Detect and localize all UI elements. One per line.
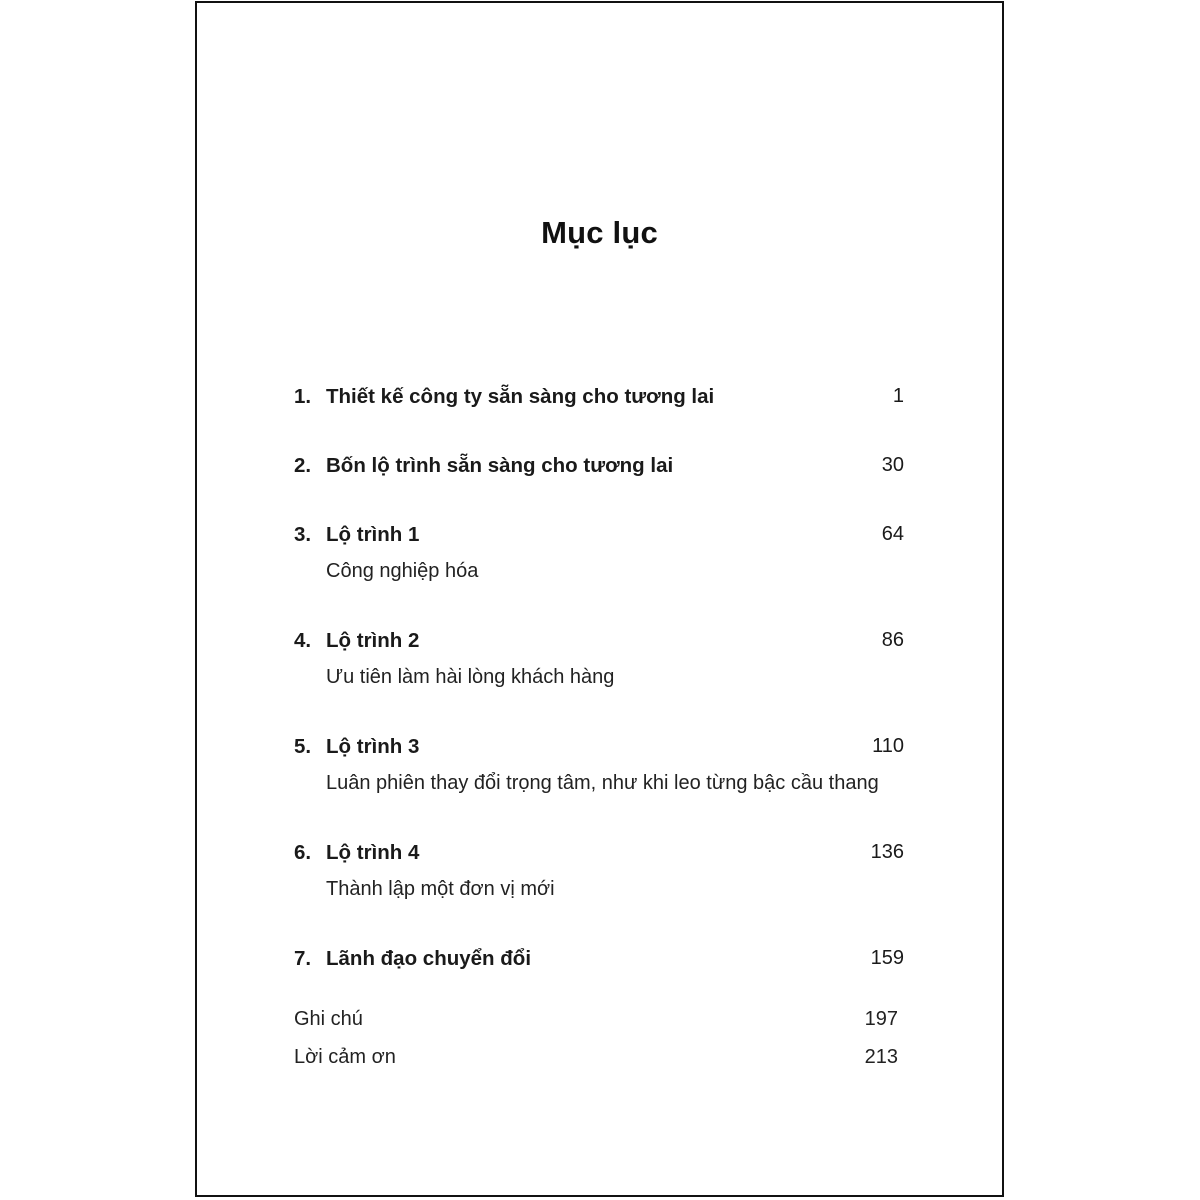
toc-entry-chapter-6[interactable] [294,837,910,900]
back-matter-page-number: 213 [864,1046,898,1068]
chapter-title: Lãnh đạo chuyển đổi [326,947,532,970]
chapter-number: 5. [294,735,312,758]
chapter-page-number: 30 [881,454,904,476]
toc-entry-chapter-4[interactable] [294,625,910,688]
chapter-subtitle: Ưu tiên làm hài lòng khách hàng [326,666,615,688]
chapter-page-number: 136 [870,841,904,863]
chapter-number: 6. [294,841,312,864]
chapter-number: 3. [294,523,312,546]
chapter-subtitle: Công nghiệp hóa [326,560,479,582]
toc-entry-acknowledgements[interactable] [294,1046,910,1076]
chapter-page-number: 159 [870,947,904,969]
chapter-page-number: 1 [892,385,904,407]
toc-entry-chapter-2[interactable] [294,450,910,484]
chapter-title: Lộ trình 1 [326,523,420,546]
toc-entry-notes[interactable] [294,1008,910,1038]
toc-entry-chapter-1[interactable] [294,381,910,415]
chapter-title: Lộ trình 4 [326,841,420,864]
back-matter-label: Lời cảm ơn [294,1046,396,1068]
toc-entry-chapter-5[interactable] [294,731,910,794]
back-matter-page-number: 197 [864,1008,898,1030]
chapter-number: 7. [294,947,312,970]
chapter-title: Lộ trình 2 [326,629,420,652]
chapter-number: 2. [294,454,312,477]
chapter-title: Lộ trình 3 [326,735,420,758]
chapter-title: Thiết kế công ty sẵn sàng cho tương lai [326,385,715,408]
back-matter-label: Ghi chú [294,1008,363,1030]
chapter-page-number: 86 [881,629,904,651]
chapter-page-number: 64 [881,523,904,545]
toc-entry-chapter-3[interactable] [294,519,910,582]
chapter-subtitle: Luân phiên thay đổi trọng tâm, như khi leo từng bậc cầu thang [326,772,879,794]
book-page [195,1,1004,1197]
toc-entry-chapter-7[interactable] [294,943,910,977]
chapter-subtitle: Thành lập một đơn vị mới [326,878,555,900]
page-title: Mục lục [541,215,658,250]
chapter-title: Bốn lộ trình sẵn sàng cho tương lai [326,454,674,477]
chapter-number: 1. [294,385,312,408]
chapter-number: 4. [294,629,312,652]
chapter-page-number: 110 [872,735,904,757]
